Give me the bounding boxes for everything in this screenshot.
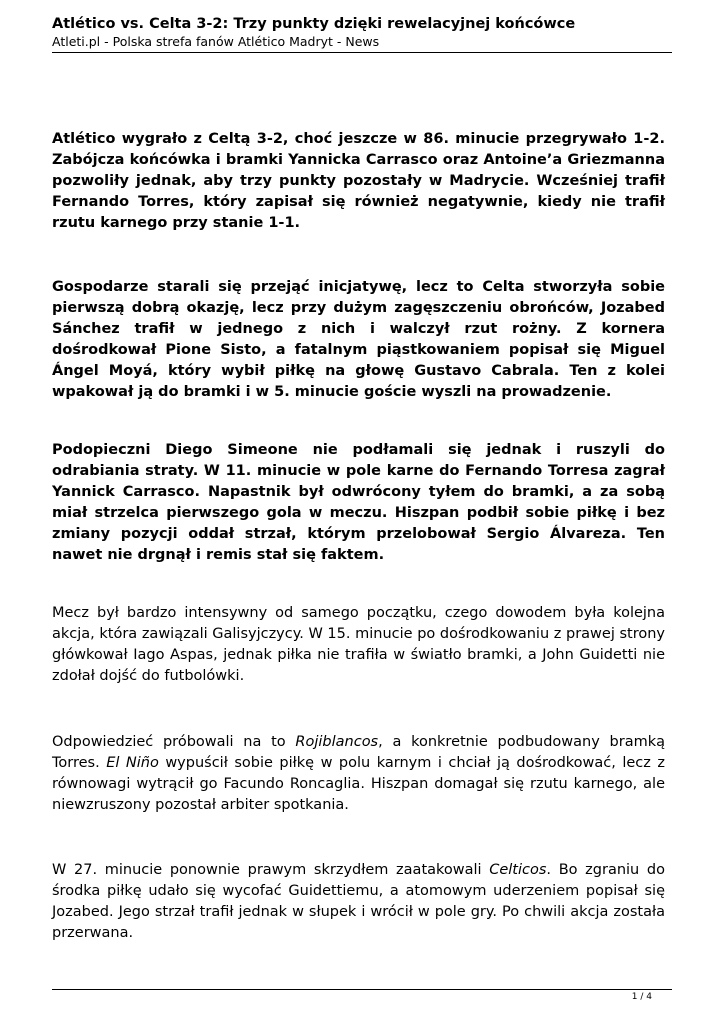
site-subtitle: Atleti.pl - Polska strefa fanów Atlético Madryt - News (52, 34, 380, 49)
body-paragraph-2 (52, 732, 665, 816)
paragraph-text: , a konkretnie podbudowany bramką Torres. (52, 734, 665, 771)
paragraph-text: W 27. minucie ponownie prawym skrzydłem zaatakowali (52, 862, 490, 878)
paragraph-text: wypuścił sobie piłkę w polu karnym i chciał ją dośrodkować, lecz z równowagi wytrącił go Facundo Roncaglia. Hiszpan domagał się rzutu karnego, ale niewzruszony pozostał arbiter spotkania. (52, 755, 665, 813)
body-paragraph-1: Mecz był bardzo intensywny od samego początku, czego dowodem była kolejna akcja, która zawiązali Galisyjczycy. W 15. minucie po dośrodkowaniu z prawej strony główkował Iago Aspas, jednak piłka nie trafiła w światło bramki, a John Guidetti nie zdołał dojść do futbolówki. (52, 605, 665, 684)
emphasis-rojiblancos: Rojiblancos (295, 734, 379, 750)
paragraph-text: Odpowiedzieć próbowali na to (52, 734, 296, 750)
document-header (52, 14, 672, 50)
article-title: Atlético vs. Celta 3-2: Trzy punkty dzięki rewelacyjnej końcówce (52, 16, 576, 32)
header-divider (52, 52, 672, 53)
emphasis-el-nino: El Niño (106, 755, 159, 771)
lead-paragraph-3: Podopieczni Diego Simeone nie podłamali się jednak i ruszyli do odrabiania straty. W 11. minucie w pole karne do Fernando Torresa zagrał Yannick Carrasco. Napastnik był odwrócony tyłem do bramki, a za sobą miał strzelca pierwszego gola w meczu. Hiszpan podbił sobie piłkę i bez zmiany pozycji oddał strzał, którym przelobował Sergio Álvareza. Ten nawet nie drgnął i remis stał się faktem. (52, 442, 665, 563)
footer-divider (52, 989, 672, 990)
lead-paragraph-1: Atlético wygrało z Celtą 3-2, choć jeszcze w 86. minucie przegrywało 1-2. Zabójcza końcówka i bramki Yannicka Carrasco oraz Antoine’a Griezmanna pozwoliły jednak, aby trzy punkty pozostały w Madrycie. Wcześniej trafił Fernando Torres, który zapisał się również negatywnie, kiedy nie trafił rzutu karnego przy stanie 1-1. (52, 131, 665, 231)
lead-paragraph-2: Gospodarze starali się przejąć inicjatywę, lecz to Celta stworzyła sobie pierwszą dobrą okazję, lecz przy dużym zagęszczeniu obrońców, Jozabed Sánchez trafił w jednego z nich i walczył rzut rożny. Z kornera dośrodkował Pione Sisto, a fatalnym piąstkowaniem popisał się Miguel Ángel Moyá, który wybił piłkę na głowę Gustavo Cabrala. Ten z kolei wpakował ją do bramki i w 5. minucie goście wyszli na prowadzenie. (52, 279, 665, 400)
emphasis-celticos: Celticos (489, 862, 547, 878)
page-number: 1 / 4 (631, 992, 652, 1002)
body-paragraph-3 (52, 860, 665, 944)
paragraph-text: . Bo zgraniu do środka piłkę udało się wycofać Guidettiemu, a atomowym uderzeniem popisał się Jozabed. Jego strzał trafił jednak w słupek i wrócił w pole gry. Po chwili akcja została przerwana. (52, 862, 665, 941)
